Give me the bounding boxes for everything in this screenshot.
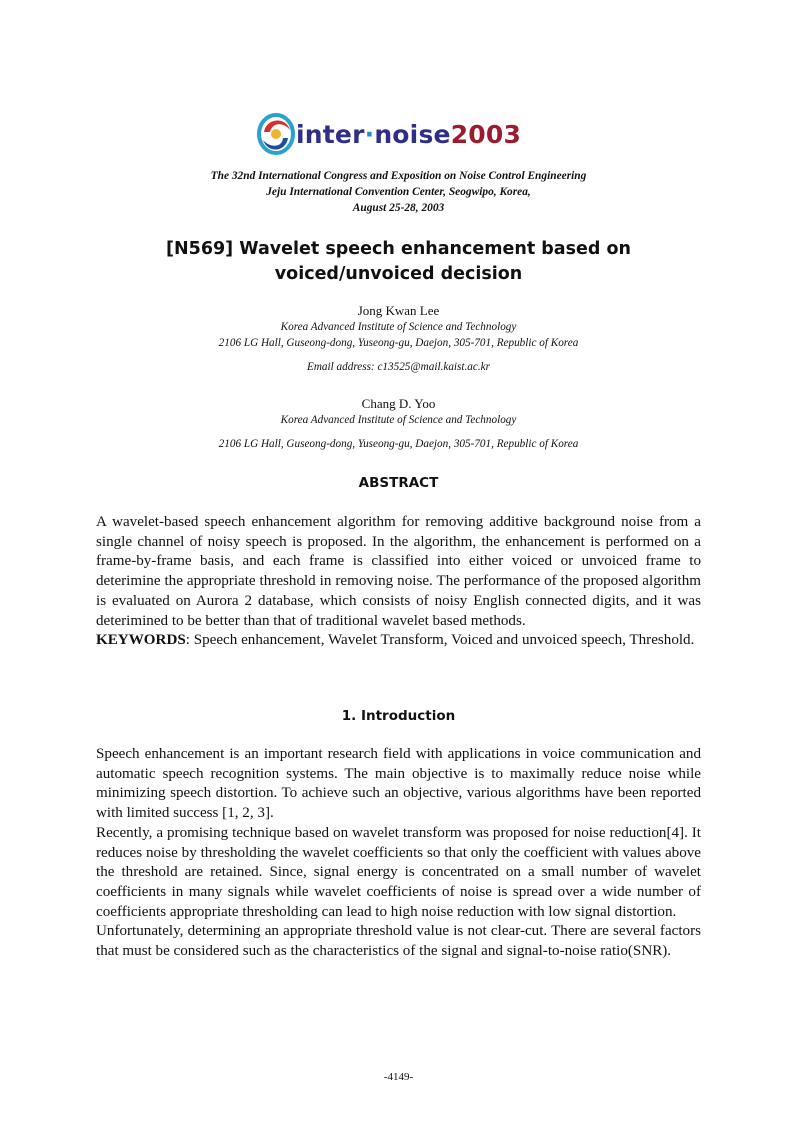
author-1-name: Jong Kwan Lee <box>357 303 440 318</box>
logo-text-year: 2003 <box>450 120 522 149</box>
author-1-institution: Korea Advanced Institute of Science and Technology <box>280 321 517 333</box>
keywords-text: : Speech enhancement, Wavelet Transform, Voiced and unvoiced speech, Threshold. <box>185 632 695 649</box>
page-number: -4149- <box>383 1071 414 1083</box>
introduction-paragraph-1: Speech enhancement is an important research field with applications in voice communication and automatic speech recognition systems. The main objective is to maximally reduce noise while minimizing speech distortion. To achieve such an objective, various algorithms have been reported with limited success [1, 2, 3]. <box>96 746 701 822</box>
conference-line-3: August 25-28, 2003 <box>352 202 445 214</box>
introduction-paragraph-3: Unfortunately, determining an appropriate threshold value is not clear-cut. There are several factors that must be considered such as the characteristics of the signal and signal-to-noise ratio(SNR). <box>96 923 701 960</box>
author-2-name: Chang D. Yoo <box>361 396 436 411</box>
author-1-email: Email address: c13525@mail.kaist.ac.kr <box>307 361 490 373</box>
logo-text-inter: inter <box>296 120 365 149</box>
introduction-paragraph-2: Recently, a promising technique based on wavelet transform was proposed for noise reduction[4]. It reduces noise by thresholding the wavelet coefficients so that only the coefficient with values above the threshold are retained. Since, signal energy is concentrated on a small number of wavelet coefficients in many signals while wavelet coefficients of noise is spread over a wide number of coefficients appropriate thresholding can lead to high noise reduction with low signal distortion. <box>96 824 701 920</box>
logo-swirl-icon <box>256 110 300 160</box>
conference-logo <box>256 106 546 166</box>
logo-text-dot: · <box>364 120 375 149</box>
conference-line-2: Jeju International Convention Center, Seogwipo, Korea, <box>266 186 531 198</box>
author-2-address: 2106 LG Hall, Guseong-dong, Yuseong-gu, Daejon, 305-701, Republic of Korea <box>218 438 579 450</box>
author-2-institution: Korea Advanced Institute of Science and Technology <box>280 414 517 426</box>
abstract-text: A wavelet-based speech enhancement algorithm for removing additive background noise from a single channel of noisy speech is proposed. In the algorithm, the enhancement is performed on a frame-by-frame basis, and each frame is classified into either voiced or unvoiced frame to deterimine the appropriate threshold in removing noise. The performance of the proposed algorithm is evaluated on Aurora 2 database, which consists of noisy English connected digits, and it was deterimined to be better than that of traditional wavelet based methods. <box>96 514 701 629</box>
paper-title: [N569] Wavelet speech enhancement based on voiced/unvoiced decision <box>166 239 631 284</box>
abstract-body <box>96 513 701 651</box>
introduction-heading: 1. Introduction <box>341 708 456 724</box>
introduction-body <box>96 745 701 962</box>
logo-wordmark <box>296 120 521 149</box>
abstract-heading: ABSTRACT <box>358 475 439 491</box>
keywords-line <box>96 631 701 651</box>
author-1-address: 2106 LG Hall, Guseong-dong, Yuseong-gu, Daejon, 305-701, Republic of Korea <box>218 337 579 349</box>
keywords-label: KEYWORDS <box>96 632 186 649</box>
conference-line-1: The 32nd International Congress and Exposition on Noise Control Engineering <box>210 170 587 182</box>
logo-text-noise: noise <box>374 120 451 149</box>
